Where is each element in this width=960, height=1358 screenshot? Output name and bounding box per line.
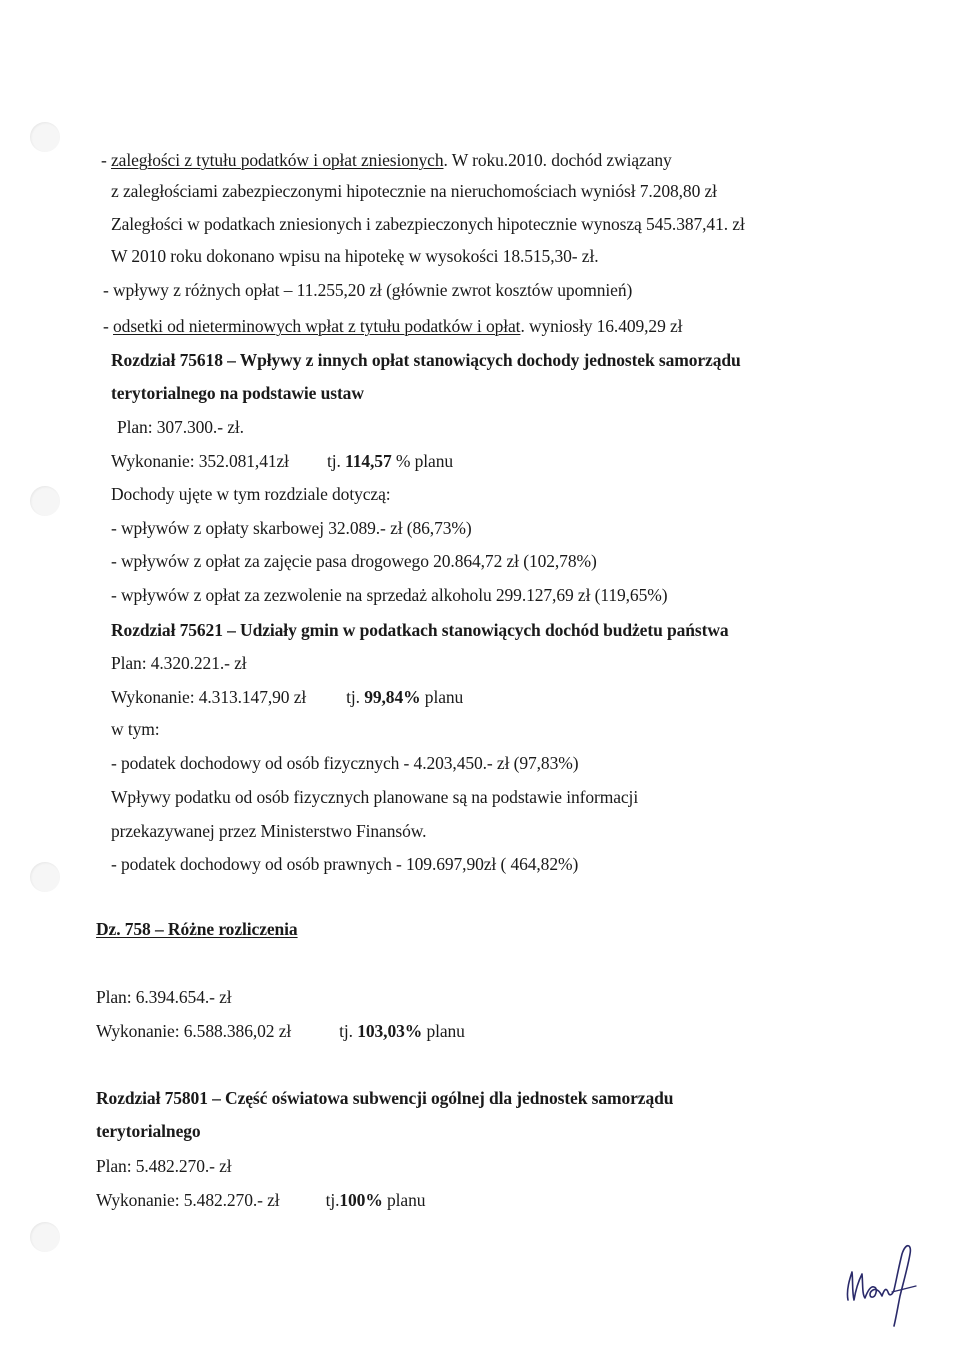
text-line: - wpływów z opłat za zajęcie pasa drogowego 20.864,72 zł (102,78%): [111, 551, 597, 571]
section-heading: terytorialnego na podstawie ustaw: [111, 383, 364, 403]
binder-hole: [30, 862, 60, 892]
plan-line: Plan: 5.482.270.- zł: [96, 1156, 232, 1176]
chapter-heading: Dz. 758 – Różne rozliczenia: [96, 919, 298, 939]
execution-line: Wykonanie: 4.313.147,90 zł tj. 99,84% planu: [111, 687, 464, 707]
text-line: - wpływy z różnych opłat – 11.255,20 zł (głównie zwrot kosztów upomnień): [103, 280, 633, 300]
text-line: z zaległościami zabezpieczonymi hipotecznie na nieruchomościach wyniósł 7.208,80 zł: [111, 181, 717, 201]
plan-line: Plan: 6.394.654.- zł: [96, 987, 232, 1007]
section-heading: Rozdział 75621 – Udziały gmin w podatkach stanowiących dochód budżetu państwa: [111, 620, 729, 640]
text-line: W 2010 roku dokonano wpisu na hipotekę w wysokości 18.515,30- zł.: [111, 246, 599, 266]
section-heading: Rozdział 75618 – Wpływy z innych opłat stanowiących dochody jednostek samorządu: [111, 350, 741, 370]
text-line: Zaległości w podatkach zniesionych i zabezpieczonych hipotecznie wynoszą 545.387,41. zł: [111, 214, 745, 234]
text-line: - podatek dochodowy od osób prawnych - 109.697,90zł ( 464,82%): [111, 854, 579, 874]
text-line: - zaległości z tytułu podatków i opłat zniesionych. W roku.2010. dochód związany: [101, 150, 672, 170]
text-line: - wpływów z opłat za zezwolenie na sprzedaż alkoholu 299.127,69 zł (119,65%): [111, 585, 668, 605]
section-heading: Rozdział 75801 – Część oświatowa subwencji ogólnej dla jednostek samorządu: [96, 1088, 674, 1108]
text-line: - odsetki od nieterminowych wpłat z tytułu podatków i opłat. wyniosły 16.409,29 zł: [103, 316, 683, 336]
binder-hole: [30, 486, 60, 516]
section-heading: terytorialnego: [96, 1121, 201, 1141]
plan-line: Plan: 4.320.221.- zł: [111, 653, 247, 673]
execution-line: Wykonanie: 352.081,41zł tj. 114,57 % planu: [111, 451, 454, 471]
binder-hole: [30, 122, 60, 152]
execution-line: Wykonanie: 6.588.386,02 zł tj. 103,03% planu: [96, 1021, 465, 1041]
text-line: przekazywanej przez Ministerstwo Finansów.: [111, 821, 427, 841]
text-line: w tym:: [111, 719, 160, 739]
handwritten-signature-icon: [838, 1240, 928, 1330]
text-line: Wpływy podatku od osób fizycznych planowane są na podstawie informacji: [111, 787, 639, 807]
text-line: Dochody ujęte w tym rozdziale dotyczą:: [111, 484, 391, 504]
plan-line: Plan: 307.300.- zł.: [117, 417, 244, 437]
binder-hole: [30, 1222, 60, 1252]
text-line: - wpływów z opłaty skarbowej 32.089.- zł (86,73%): [111, 518, 472, 538]
execution-line: Wykonanie: 5.482.270.- zł tj.100% planu: [96, 1190, 426, 1210]
text-line: - podatek dochodowy od osób fizycznych - 4.203,450.- zł (97,83%): [111, 753, 579, 773]
